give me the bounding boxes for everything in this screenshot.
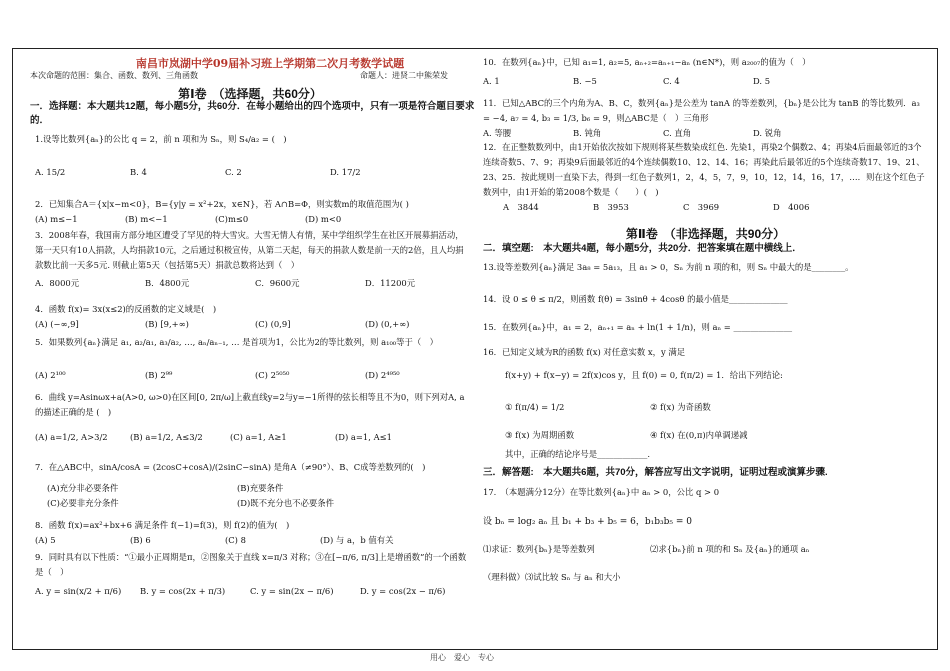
option-b: (B) [9,+∞) — [145, 319, 189, 329]
option-d: D. 锐角 — [753, 128, 782, 138]
question-11-stem: 11．已知△ABC的三个内角为A、B、C，数列{aₙ}是公差为 tanA 的等差数列，{bₙ}是公比为 tanB 的等比数列．a₃ = −4, a₇ = 4, b₃ = 1/3, b₆ = 9，则△ABC是（ ）三角形 — [483, 98, 920, 123]
option-d: (D)既不充分也不必要条件 — [237, 498, 334, 508]
question-5-stem: 5．如果数列{aₙ}满足 a₁, a₂/a₁, a₃/a₂, …, aₙ/aₙ₋₁, … 是首项为1，公比为2的等比数列，则 a₁₀₀等于（ ） — [35, 337, 439, 347]
option-a: A. y = sin(x/2 + π/6) — [35, 586, 122, 596]
option-a: (A) 2¹⁰⁰ — [35, 370, 66, 380]
option-a: (A) m≤−1 — [35, 214, 78, 224]
option-d: D. 17/2 — [330, 167, 361, 177]
question-11-options — [483, 126, 928, 141]
fill-heading: 二．填空题: 本大题共4题，每小题5分，共20分．把答案填在题中横线上． — [483, 243, 802, 254]
option-b: B．4800元 — [145, 278, 190, 288]
question-17-head: 17. （本题满分12分）在等比数列{aₙ}中 aₙ > 0，公比 q > 0 — [483, 487, 720, 497]
question-12-options — [483, 200, 928, 215]
question-2-options — [35, 212, 470, 227]
question-6 — [35, 390, 470, 445]
option-c: C. 4 — [663, 76, 680, 86]
question-12-stem: 12．在正整数数列中，由1开始依次按如下规则将某些数染成红色. 先染1，再染2个偶数2、4；再染4后面最邻近的3个连续奇数5、7、9；再染9后面最邻近的4个连续偶数10、12、14、16；再染此后最邻近的5个连续奇数17、19、21、23、25．按此规则一直染下去，得到一红色子数列1，2，4，5，7，9，10，12，14，16，17，…．则在这个红色子数列中，由1开始的第2008个数是（ ）( ) — [483, 142, 925, 197]
question-17-setup: 设 bₙ = log₂ aₙ 且 b₁ + b₃ + b₅ = 6，b₁b₃b₅ = 0 — [483, 517, 693, 527]
option-a: (A) a=1/2, A>3/2 — [35, 432, 108, 442]
question-1 — [35, 132, 470, 180]
option-b: (B)充要条件 — [237, 483, 284, 493]
option-c: C. y = sin(2x − π/6) — [250, 586, 334, 596]
option-d: D. 5 — [753, 76, 771, 86]
question-10-stem: 10．在数列{aₙ}中，已知 a₁=1, a₂=5, aₙ₊₂=aₙ₊₁−aₙ (n∈N*)，则 a₂₀₀₇的值为（ ） — [483, 57, 811, 67]
question-8 — [35, 518, 470, 548]
option-b: (B) m<−1 — [125, 214, 168, 224]
question-9-options — [35, 584, 470, 599]
question-1-stem: 1.设等比数列{aₙ}的公比 q = 2，前 n 项和为 Sₙ，则 S₄/a₂ = ( ) — [35, 134, 287, 144]
option-b: (B) 2⁹⁹ — [145, 370, 173, 380]
part1-title: 第Ⅰ卷 （选择题，共60分） — [178, 87, 322, 101]
option-d: (D) a=1, A≤1 — [335, 432, 392, 442]
option-c: (C) 2⁵⁰⁵⁰ — [255, 370, 290, 380]
question-9 — [35, 550, 470, 599]
conclusion-2: ② f(x) 为奇函数 — [650, 402, 711, 412]
question-3 — [35, 228, 470, 291]
option-b: B. 钝角 — [573, 128, 602, 138]
option-c: (C)必要非充分条件 — [47, 498, 119, 508]
option-c: C. 直角 — [663, 128, 692, 138]
question-7 — [35, 460, 470, 511]
option-b: B. y = cos(2x + π/3) — [140, 586, 226, 596]
question-17-part2: ⑵求{bₙ}前 n 项的和 Sₙ 及{aₙ}的通项 aₙ — [650, 544, 810, 554]
question-12 — [483, 140, 928, 215]
option-a: (A)充分非必要条件 — [47, 483, 119, 493]
option-d: (D) 与 a，b 值有关 — [320, 535, 394, 545]
page-footer: 用心 爱心 专心 — [430, 653, 494, 662]
question-7-options — [35, 481, 470, 511]
option-c: (C) (0,9] — [255, 319, 291, 329]
option-c: (C)m≤0 — [215, 214, 249, 224]
question-6-stem: 6．曲线 y=Asinωx+a(A>0, ω>0)在区间[0, 2π/ω]上截直线y=2与y=−1所得的弦长相等且不为0，则下列对A, a的描述正确的是 ( ) — [35, 392, 465, 417]
question-15: 15．在数列{aₙ}中，a₁ = 2，aₙ₊₁ = aₙ + ln(1 + 1/n)，则 aₙ = ______________ — [483, 322, 793, 332]
option-b: B. −5 — [573, 76, 597, 86]
option-d: (D) m<0 — [305, 214, 342, 224]
option-a: A. 15/2 — [35, 167, 66, 177]
question-17-part3: （理科做）⑶试比较 Sₙ 与 aₙ 和大小 — [483, 572, 621, 582]
question-17-part1: ⑴求证：数列{bₙ}是等差数列 — [483, 544, 595, 554]
option-b: B. 4 — [130, 167, 147, 177]
option-d: D. y = cos(2x − π/6) — [360, 586, 446, 596]
option-d: (D) (0,+∞) — [365, 319, 410, 329]
question-10-options — [483, 74, 928, 89]
conclusion-1: ① f(π/4) = 1/2 — [505, 402, 565, 412]
question-8-stem: 8．函数 f(x)=ax²+bx+6 满足条件 f(−1)=f(3)，则 f(2)的值为( ) — [35, 520, 290, 530]
option-a: (A) (−∞,9] — [35, 319, 79, 329]
question-5-options — [35, 368, 470, 383]
option-c: (C) a=1, A≥1 — [230, 432, 287, 442]
question-8-options — [35, 533, 470, 548]
part2-title: 第Ⅱ卷 （非选择题，共90分） — [625, 227, 786, 241]
question-14: 14．设 0 ≤ θ ≤ π/2，则函数 f(θ) = 3sinθ + 4cosθ 的最小值是______________ — [483, 294, 788, 304]
option-c: (C) 8 — [225, 535, 246, 545]
exam-meta — [30, 70, 470, 81]
option-c: C. 2 — [225, 167, 242, 177]
question-16-condition: f(x+y) + f(x−y) = 2f(x)cos y，且 f(0) = 0, f(π/2) = 1．给出下列结论: — [505, 370, 783, 380]
exam-author: 命题人：进贤二中熊荣发 — [360, 71, 448, 80]
question-6-options — [35, 430, 470, 445]
question-16: 16．已知定义域为R的函数 f(x) 对任意实数 x，y 满足 — [483, 347, 686, 357]
part1-heading: 一．选择题：本大题共12题，每小题5分，共60分．在每小题给出的四个选项中，只有一项是符合题目要求的． — [30, 101, 475, 126]
question-2-stem: 2．已知集合A＝{x|x−m<0}，B={y|y = x²+2x，x∈N}，若 A∩B=Φ，则实数m的取值范围为( ) — [35, 199, 409, 209]
option-b: (B) a=1/2, A≤3/2 — [130, 432, 203, 442]
conclusion-3: ③ f(x) 为周期函数 — [505, 430, 575, 440]
question-11 — [483, 96, 928, 141]
question-9-stem: 9．同时具有以下性质：“①最小正周期是π，②图象关于直线 x=π/3 对称；③在[−π/6, π/3]上是增函数”的一个函数是（ ） — [35, 552, 467, 577]
answer-heading: 三．解答题: 本大题共6题，共70分，解答应写出文字说明，证明过程或演算步骤. — [483, 467, 828, 478]
question-2 — [35, 197, 470, 227]
option-a: A．8000元 — [35, 278, 80, 288]
question-4-stem: 4．函数 f(x)= 3x(x≤2)的反函数的定义域是( ) — [35, 304, 217, 314]
question-1-options — [35, 165, 470, 180]
option-a: A. 等腰 — [483, 128, 512, 138]
question-5 — [35, 335, 470, 383]
question-7-stem: 7．在△ABC中，sinA/cosA = (2cosC+cosA)/(2sinC−sinA) 是角A（≠90°）、B、C成等差数列的( ) — [35, 462, 426, 472]
question-4 — [35, 302, 470, 332]
exam-title: 南昌市岚湖中学09届补习班上学期第二次月考数学试题 — [135, 57, 405, 70]
question-13: 13.设等差数列{aₙ}满足 3a₈ = 5a₁₃，且 a₁ > 0，Sₙ 为前 n 项的和，则 Sₙ 中最大的是________。 — [483, 262, 854, 272]
option-b: B 3953 — [593, 202, 629, 212]
question-10 — [483, 55, 928, 89]
option-d: (D) 2⁴⁹⁵⁰ — [365, 370, 400, 380]
option-a: A. 1 — [483, 76, 500, 86]
conclusion-4: ④ f(x) 在(0,π)内单调递减 — [650, 430, 748, 440]
question-16-answer: 其中，正确的结论序号是____________. — [505, 449, 651, 459]
question-3-stem: 3．2008年春，我国南方部分地区遭受了罕见的特大雪灾。大雪无情人有情，某中学组织学生在社区开展募捐活动，第一天只有10人捐款，人均捐款10元，之后通过积极宣传，从第二天起，每天的捐款人数是前一天的2倍，且人均捐款数比前一天多5元. 则截止第5天（包括第5天）捐款总数将达到（ ） — [35, 230, 464, 270]
option-c: C．9600元 — [255, 278, 300, 288]
question-4-options — [35, 317, 470, 332]
option-d: D 4006 — [773, 202, 810, 212]
exam-scope: 本次命题的范围：集合、函数、数列、三角函数 — [30, 71, 198, 80]
option-a: (A) 5 — [35, 535, 56, 545]
question-3-options — [35, 276, 470, 291]
option-c: C 3969 — [683, 202, 720, 212]
option-d: D．11200元 — [365, 278, 416, 288]
option-b: (B) 6 — [130, 535, 151, 545]
option-a: A 3844 — [503, 202, 539, 212]
